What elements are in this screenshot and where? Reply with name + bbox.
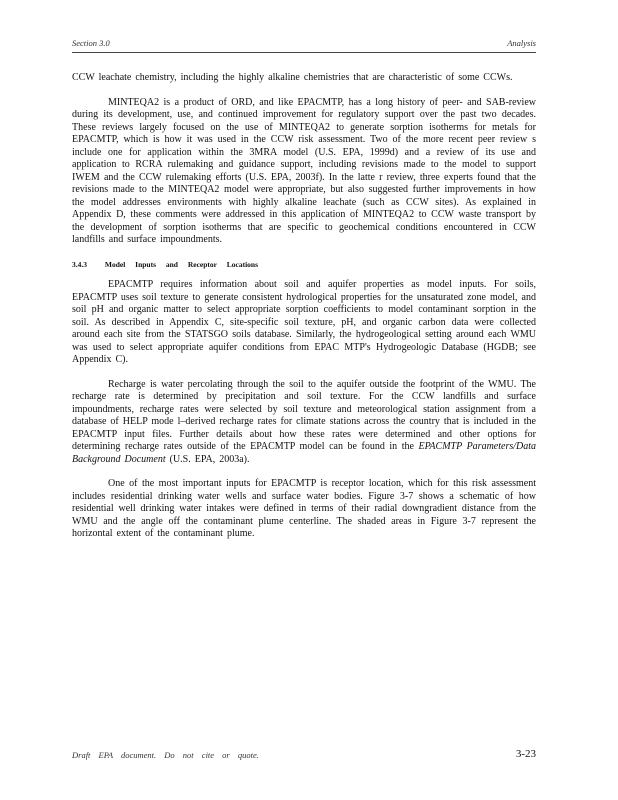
document-reference: EPACMTP Parameters/Data Background Document xyxy=(72,441,537,465)
paragraph: One of the most important inputs for EPACMTP is receptor location, which for this risk assessment includes residential drinking water wells and surface water bodies. Figure 3-7 shows a schematic of how residential well drinking water intakes were defined in terms of their radial downgradient distance from the WMU and the angle off the contaminant plume centerline. The shaded areas in Figure 3-7 represent the horizontal extent of the contaminant plume. xyxy=(72,478,536,539)
header-title: Analysis xyxy=(507,38,536,48)
paragraph-text: Recharge is water percolating through the soil to the aquifer outside the footprint of the WMU. The recharge rate is determined by precipitation and soil texture. For the CCW landfills and surface impoundments, recharge rates were selected by soil texture and meteorological station assignment from a database of HELP mode l–derived recharge rates for climate stations across the country that is included in the EPACMTP input files. Further details about how these rates were determined and other options for determining recharge rates outside of the EPACMTP model can be found in the xyxy=(72,378,536,452)
footer-note: Draft EPA document. Do not cite or quote. xyxy=(72,750,259,760)
subsection-number: 3.4.3 xyxy=(72,259,87,269)
paragraph: MINTEQA2 is a product of ORD, and like EPACMTP, has a long history of peer- and SAB-review during its development, use, and continued improvement for regulatory support over the past two decades. These reviews largely focused on the use of MINTEQA2 to generate sorption isotherms for metals for EPACMTP, which is how it was used in the CCW risk assessment. Two of the more recent peer review s include one for application within the 3MRA model (U.S. EPA, 1999d) and a review of its use and application to RCRA rulemaking and guidance support, including revisions made to the model to support IWEM and the CCW rulemaking efforts (U.S. EPA, 2003f). In the latte r review, three experts found that the revisions made to the MINTEQA2 model were appropriate, but also suggested further improvements in how the model addresses environments with highly alkaline leachate (such as CCW sites). As explained in Appendix D, these comments were addressed in this application of MINTEQA2 to CCW waste transport by the development of sorption isotherms that are specific to geochemical conditions encountered in CCW landfills and surface impoundments. xyxy=(72,96,536,245)
header-rule xyxy=(72,52,536,53)
page-number: 3-23 xyxy=(515,748,536,760)
header-section: Section 3.0 xyxy=(72,38,110,48)
body-text xyxy=(72,72,536,553)
paragraph xyxy=(72,379,536,467)
subsection-title: Model Inputs and Receptor Locations xyxy=(104,259,258,269)
page-header xyxy=(72,38,536,52)
page-footer xyxy=(72,748,536,762)
paragraph-text: (U.S. EPA, 2003a). xyxy=(169,453,250,465)
subsection-heading xyxy=(72,259,536,272)
paragraph: EPACMTP requires information about soil and aquifer properties as model inputs. For soils, EPACMTP uses soil texture to generate consistent hydrological properties for the unsaturated zone model, and soil pH and organic matter to select appropriate sorption coefficients to model contaminant sorption in the soil. As described in Appendix C, site-specific soil texture, pH, and organic carbon data were collected around each site from the STATSGO soils database. Similarly, the hydrogeological setting around each WMU was used to select appropriate aquifer conditions from EPAC MTP's Hydrogeologic Database (HGDB; see Appendix C). xyxy=(72,279,536,365)
paragraph: CCW leachate chemistry, including the highly alkaline chemistries that are characteristic of some CCWs. xyxy=(72,72,513,83)
